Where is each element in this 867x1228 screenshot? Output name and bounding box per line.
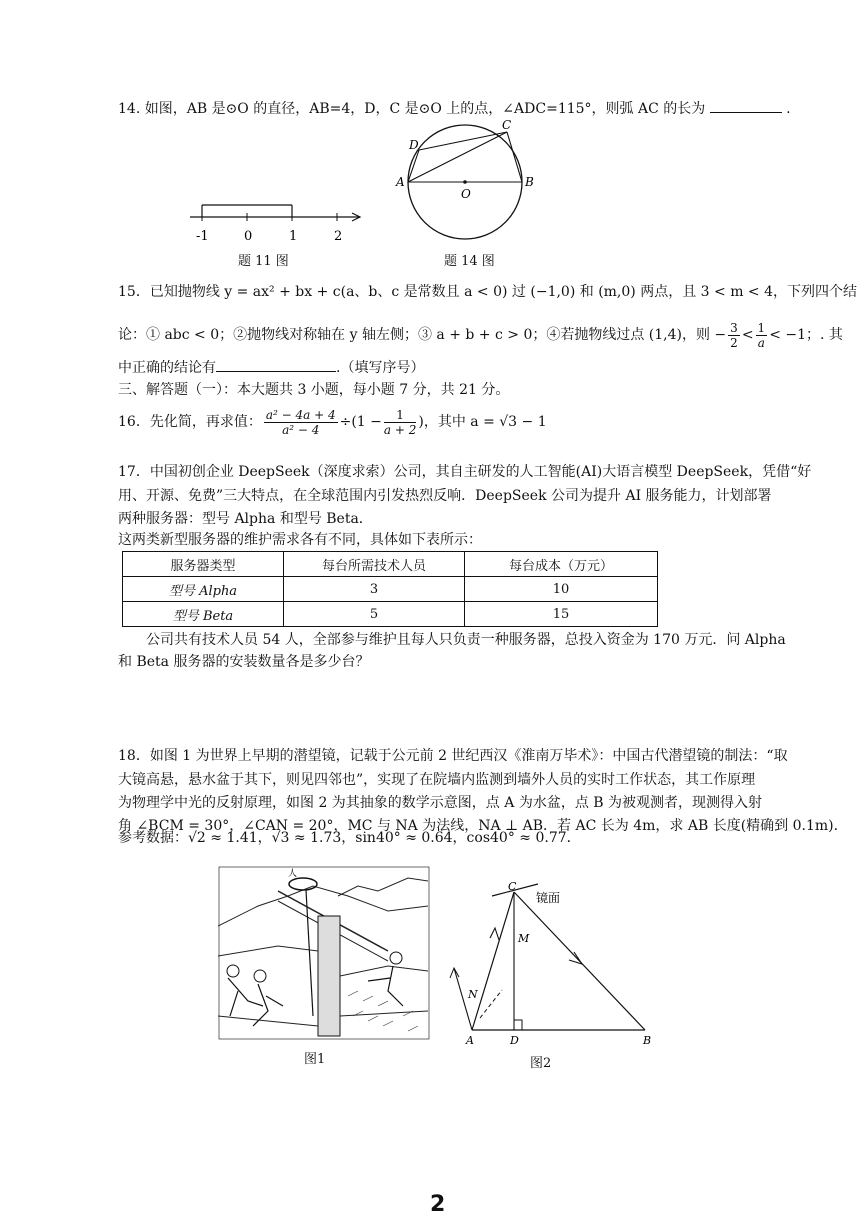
- q14-answer-blank[interactable]: [710, 98, 782, 113]
- q16-prefix: 16．先化简，再求值：: [118, 414, 262, 430]
- chord-cb: [507, 132, 522, 182]
- fig2-mirror-diagram: [440, 880, 660, 1050]
- fig2-label-n: N: [468, 988, 478, 1001]
- tick-label-2: 2: [334, 229, 343, 244]
- fig2-label-c: C: [508, 880, 517, 893]
- q15-answer-blank[interactable]: [216, 357, 336, 372]
- q18-line1: 18．如图 1 为世界上早期的潜望镜，记载于公元前 2 世纪西汉《淮南万毕术》：中国古代潜望镜的制法：“取: [118, 748, 788, 764]
- q14-stem: 如图，AB 是⊙O 的直径，AB=4，D，C 是⊙O 上的点，∠ADC=115°，则弧 AC 的长为: [144, 101, 706, 117]
- q15-line3-suffix: .（填写序号）: [336, 360, 425, 376]
- illustration-label: 人: [288, 869, 298, 879]
- label-c: C: [502, 118, 512, 132]
- q17-line1: 17．中国初创企业 DeepSeek（深度求索）公司，其自主研发的人工智能(AI)大语言模型 DeepSeek，凭借“好: [118, 464, 812, 480]
- label-o: O: [461, 187, 471, 201]
- table-row: [123, 577, 658, 602]
- arrow-n: [450, 968, 459, 978]
- q17-line5: 公司共有技术人员 54 人，全部参与维护且每人只负责一种服务器，总投入资金为 170 万元．问 Alpha: [146, 632, 786, 648]
- q15-line2-part3: < −1；. 其: [769, 327, 843, 343]
- q17-line2: 用、开源、免费”三大特点，在全球范围内引发热烈反响．DeepSeek 公司为提升 AI 服务能力，计划部署: [118, 488, 772, 504]
- section-3-heading: 三、解答题（一）：本大题共 3 小题，每小题 7 分，共 21 分。: [118, 382, 510, 398]
- tick-label-neg1: -1: [196, 229, 209, 244]
- page-number: 2: [430, 1192, 446, 1217]
- fig2-label-d: D: [510, 1034, 519, 1047]
- q14-end: .: [786, 101, 791, 117]
- fig2-label-mirror: 镜面: [536, 891, 561, 905]
- q15-line2: [118, 320, 843, 350]
- q16-frac-main: $\frac{\text{a² − 4a + 4}}{\text{a² − 4}}$: [265, 407, 336, 437]
- q17-line3: 两种服务器：型号 Alpha 和型号 Beta．: [118, 511, 373, 527]
- table-header: 每台所需技术人员: [284, 552, 465, 577]
- chord-ac: [408, 132, 507, 182]
- q15-line3-prefix: 中正确的结论有: [118, 360, 216, 376]
- q18-line4: 角 ∠BCM = 30°，∠CAN = 20°，MC 与 NA 为法线，NA ⊥ AB．若 AC 长为 4m，求 AB 长度(精确到 0.1m)．: [118, 818, 848, 834]
- fig2-label-b: B: [643, 1034, 652, 1047]
- tick-label-1: 1: [289, 229, 298, 244]
- q15-line2-part1: 论：① abc < 0；②抛物线对称轴在 y 轴左侧；③ a + b + c > 0；④若抛物线过点 (1,4)，则 −: [118, 327, 727, 343]
- q18-reference-data: 参考数据：√2 ≈ 1.41，√3 ≈ 1.73，sin40° ≈ 0.64，cos40° ≈ 0.77．: [118, 830, 581, 846]
- q15-line3: [118, 357, 424, 378]
- fig14-circle-diagram: [390, 118, 540, 248]
- arrow-ca: [490, 928, 499, 940]
- table-cell: 型号 Alpha: [123, 577, 284, 602]
- fig14-caption: 题 14 图: [444, 254, 495, 269]
- fig2-caption: 图2: [530, 1056, 552, 1071]
- table-cell: 10: [465, 577, 658, 602]
- center-point: [463, 180, 467, 184]
- q18-line3: 为物理学中光的反射原理，如图 2 为其抽象的数学示意图，点 A 为水盆，点 B 为被观测者，现测得入射: [118, 795, 763, 811]
- table-row: [123, 602, 658, 627]
- tick-label-0: 0: [244, 229, 253, 244]
- q14-number: 14.: [118, 101, 141, 117]
- q16-mid: ÷(1 −: [339, 414, 382, 430]
- q15-frac-3-2: $\frac{3}{2}$: [730, 320, 738, 350]
- fig2-label-m: M: [518, 932, 530, 945]
- fig1-periscope-illustration: [218, 866, 430, 1040]
- label-d: D: [409, 138, 419, 152]
- wall: [318, 916, 340, 1036]
- fig1-caption: 图1: [304, 1052, 326, 1067]
- fig11-number-line: [180, 195, 370, 245]
- label-b: B: [525, 175, 534, 189]
- q15-line2-lt: <: [741, 327, 754, 343]
- q15-line1: 15．已知抛物线 y = ax² + bx + c(a、b、c 是常数且 a < 0) 过 (−1,0) 和 (m,0) 两点，且 3 < m < 4，下列四个结: [118, 284, 858, 300]
- right-angle-d: [514, 1020, 522, 1030]
- fig2-label-a: A: [466, 1034, 474, 1047]
- q15-frac-1-a: $\frac{1}{a}$: [757, 320, 766, 350]
- q17-line6: 和 Beta 服务器的安装数量各是多少台？: [118, 654, 370, 670]
- q16-suffix: )，其中 a = √3 − 1: [418, 414, 547, 430]
- table-cell: 15: [465, 602, 658, 627]
- segment-ca: [472, 892, 514, 1030]
- fig11-caption: 题 11 图: [238, 254, 289, 269]
- label-a: A: [396, 175, 405, 189]
- table-cell: 型号 Beta: [123, 602, 284, 627]
- q14-text: [118, 98, 791, 119]
- q16-text: [118, 406, 547, 438]
- table-cell: 3: [284, 577, 465, 602]
- q16-frac-inner: $\frac{1}{a + 2}$: [383, 407, 417, 437]
- server-table: [122, 551, 658, 627]
- table-cell: 5: [284, 602, 465, 627]
- table-header-row: [123, 552, 658, 577]
- table-header: 服务器类型: [123, 552, 284, 577]
- table-header: 每台成本（万元）: [465, 552, 658, 577]
- q18-line2: 大镜高悬，悬水盆于其下，则见四邻也”，实现了在院墙内监测到墙外人员的实时工作状态，其工作原理: [118, 772, 756, 788]
- q17-line4: 这两类新型服务器的维护需求各有不同，具体如下表所示：: [118, 532, 482, 548]
